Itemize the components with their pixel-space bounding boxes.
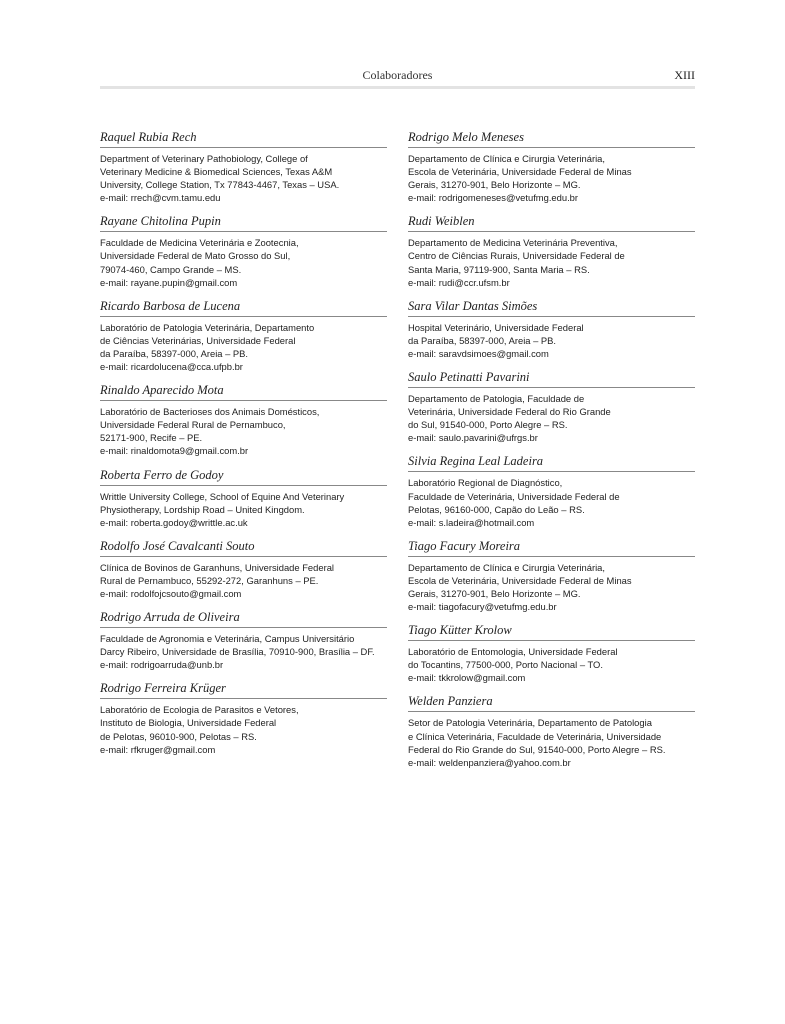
contributor-affiliation-line: da Paraíba, 58397-000, Areia – PB. bbox=[100, 347, 249, 359]
contributor-email: e-mail: rodrigomeneses@vetufmg.edu.br bbox=[408, 192, 579, 204]
contributor-affiliation-line: Escola de Veterinária, Universidade Federal de Minas bbox=[408, 166, 632, 178]
contributor-name: Saulo Petinatti Pavarini bbox=[408, 369, 695, 388]
contributor-entry bbox=[408, 538, 695, 613]
contributor-affiliation-line: University, College Station, Tx 77843-4467, Texas – USA. bbox=[100, 179, 340, 191]
contributor-name: Rinaldo Aparecido Mota bbox=[100, 382, 387, 401]
contributor-name: Tiago Kütter Krolow bbox=[408, 622, 695, 641]
contributor-affiliation-line: e Clínica Veterinária, Faculdade de Veterinária, Universidade bbox=[408, 730, 662, 742]
contributor-entry bbox=[100, 538, 387, 600]
contributor-affiliation-line: Laboratório de Ecologia de Parasitos e Vetores, bbox=[100, 704, 299, 716]
contributor-email: e-mail: weldenpanziera@yahoo.com.br bbox=[408, 756, 571, 768]
contributor-entry bbox=[100, 467, 387, 529]
contributor-email: e-mail: rayane.pupin@gmail.com bbox=[100, 276, 238, 288]
contributor-email: e-mail: rrech@cvm.tamu.edu bbox=[100, 192, 221, 204]
contributor-affiliation-line: Laboratório de Bacterioses dos Animais Domésticos, bbox=[100, 406, 320, 418]
contributor-email: e-mail: s.ladeira@hotmail.com bbox=[408, 516, 535, 528]
contributor-affiliation-line: Veterinary Medicine & Biomedical Sciences, Texas A&M bbox=[100, 166, 333, 178]
contributor-entry bbox=[408, 453, 695, 528]
contributor-affiliation-line: Gerais, 31270-901, Belo Horizonte – MG. bbox=[408, 587, 581, 599]
contributor-affiliation-line: Centro de Ciências Rurais, Universidade Federal de bbox=[408, 250, 625, 262]
contributor-affiliation-line: Pelotas, 96160-000, Capão do Leão – RS. bbox=[408, 503, 585, 515]
contributor-email: e-mail: saravdsimoes@gmail.com bbox=[408, 347, 549, 359]
contributor-affiliation-line: do Sul, 91540-000, Porto Alegre – RS. bbox=[408, 419, 568, 431]
contributor-affiliation-line: Writtle University College, School of Equine And Veterinary bbox=[100, 490, 345, 502]
contributor-affiliation-line: 52171-900, Recife – PE. bbox=[100, 432, 203, 444]
contributor-entry bbox=[100, 298, 387, 373]
contributor-affiliation-line: Universidade Federal de Mato Grosso do Sul, bbox=[100, 250, 291, 262]
contributor-affiliation-line: Departamento de Clínica e Cirurgia Veterinária, bbox=[408, 153, 605, 164]
contributor-affiliation-line: Escola de Veterinária, Universidade Federal de Minas bbox=[408, 574, 632, 586]
left-column bbox=[100, 129, 387, 765]
contributor-affiliation-line: Laboratório de Patologia Veterinária, Departamento bbox=[100, 321, 315, 333]
contributor-email: e-mail: rinaldomota9@gmail.com.br bbox=[100, 445, 249, 457]
contributor-affiliation-line: Santa Maria, 97119-900, Santa Maria – RS. bbox=[408, 263, 590, 275]
contributor-affiliation-line: Physiotherapy, Lordship Road – United Kingdom. bbox=[100, 503, 305, 515]
contributor-affiliation-line: Veterinária, Universidade Federal do Rio Grande bbox=[408, 406, 611, 418]
right-column bbox=[408, 129, 695, 778]
contributor-email: e-mail: ricardolucena@cca.ufpb.br bbox=[100, 361, 243, 373]
contributor-name: Rayane Chitolina Pupin bbox=[100, 213, 387, 232]
contributor-entry bbox=[408, 129, 695, 204]
contributor-affiliation-line: Clínica de Bovinos de Garanhuns, Universidade Federal bbox=[100, 561, 334, 573]
contributor-affiliation-line: de Ciências Veterinárias, Universidade Federal bbox=[100, 334, 296, 346]
contributor-affiliation-line: Departamento de Medicina Veterinária Preventiva, bbox=[408, 237, 618, 249]
contributor-affiliation-line: Laboratório de Entomologia, Universidade Federal bbox=[408, 646, 618, 658]
contributor-affiliation-line: Setor de Patologia Veterinária, Departamento de Patologia bbox=[408, 717, 652, 729]
contributor-affiliation-line: Laboratório Regional de Diagnóstico, bbox=[408, 477, 563, 489]
contributor-affiliation-line: Universidade Federal Rural de Pernambuco, bbox=[100, 419, 286, 431]
contributor-affiliation-line: Department of Veterinary Pathobiology, College of bbox=[100, 153, 308, 164]
contributor-name: Rodrigo Ferreira Krüger bbox=[100, 680, 387, 699]
contributor-name: Ricardo Barbosa de Lucena bbox=[100, 298, 387, 317]
contributor-name: Sara Vilar Dantas Simões bbox=[408, 298, 695, 317]
contributor-email: e-mail: tiagofacury@vetufmg.edu.br bbox=[408, 601, 557, 613]
contributor-name: Roberta Ferro de Godoy bbox=[100, 467, 387, 486]
contributor-name: Welden Panziera bbox=[408, 693, 695, 712]
contributor-entry bbox=[408, 298, 695, 360]
contributor-affiliation-line: Gerais, 31270-901, Belo Horizonte – MG. bbox=[408, 179, 581, 191]
running-title: Colaboradores bbox=[362, 68, 433, 82]
contributor-entry bbox=[100, 680, 387, 755]
contributor-affiliation-line: Federal do Rio Grande do Sul, 91540-000, Porto Alegre – RS. bbox=[408, 743, 666, 755]
contributor-email: e-mail: tkkrolow@gmail.com bbox=[408, 672, 526, 684]
contributor-name: Rodolfo José Cavalcanti Souto bbox=[100, 538, 387, 557]
contributor-affiliation-line: Instituto de Biologia, Universidade Federal bbox=[100, 717, 277, 729]
contributor-entry bbox=[408, 369, 695, 444]
contributor-affiliation-line: Darcy Ribeiro, Universidade de Brasília, 70910-900, Brasília – DF. bbox=[100, 646, 375, 658]
contributor-affiliation-line: Faculdade de Agronomia e Veterinária, Campus Universitário bbox=[100, 633, 355, 645]
contributor-entry bbox=[408, 693, 695, 768]
contributor-entry bbox=[100, 382, 387, 457]
contributor-affiliation-line: Faculdade de Medicina Veterinária e Zootecnia, bbox=[100, 237, 299, 249]
contributor-name: Raquel Rubia Rech bbox=[100, 129, 387, 148]
contributor-name: Rodrigo Melo Meneses bbox=[408, 129, 695, 148]
contributor-entry bbox=[408, 622, 695, 684]
page-number: XIII bbox=[674, 68, 695, 82]
contributor-affiliation-line: Departamento de Patologia, Faculdade de bbox=[408, 393, 585, 405]
contributor-affiliation-line: Hospital Veterinário, Universidade Federal bbox=[408, 321, 584, 333]
contributor-affiliation-line: Faculdade de Veterinária, Universidade Federal de bbox=[408, 490, 620, 502]
contributor-name: Silvia Regina Leal Ladeira bbox=[408, 453, 695, 472]
contributor-affiliation-line: da Paraíba, 58397-000, Areia – PB. bbox=[408, 334, 557, 346]
contributor-affiliation-line: 79074-460, Campo Grande – MS. bbox=[100, 263, 242, 275]
contributor-email: e-mail: saulo.pavarini@ufrgs.br bbox=[408, 432, 538, 444]
contributor-email: e-mail: rudi@ccr.ufsm.br bbox=[408, 276, 510, 288]
contributor-name: Tiago Facury Moreira bbox=[408, 538, 695, 557]
contributor-entry bbox=[408, 213, 695, 288]
contributor-email: e-mail: roberta.godoy@writtle.ac.uk bbox=[100, 516, 248, 528]
contributor-entry bbox=[100, 609, 387, 671]
contributor-affiliation-line: Departamento de Clínica e Cirurgia Veterinária, bbox=[408, 561, 605, 573]
contributor-name: Rudi Weiblen bbox=[408, 213, 695, 232]
contributor-affiliation-line: do Tocantins, 77500-000, Porto Nacional – TO. bbox=[408, 659, 603, 671]
contributor-email: e-mail: rfkruger@gmail.com bbox=[100, 743, 216, 755]
page-header bbox=[100, 66, 695, 89]
contributor-affiliation-line: Rural de Pernambuco, 55292-272, Garanhuns – PE. bbox=[100, 574, 319, 586]
contributor-affiliation-line: de Pelotas, 96010-900, Pelotas – RS. bbox=[100, 730, 257, 742]
contributor-email: e-mail: rodrigoarruda@unb.br bbox=[100, 659, 224, 671]
contributor-entry bbox=[100, 129, 387, 204]
contributor-entry bbox=[100, 213, 387, 288]
contributor-email: e-mail: rodolfojcsouto@gmail.com bbox=[100, 587, 242, 599]
contributor-name: Rodrigo Arruda de Oliveira bbox=[100, 609, 387, 628]
